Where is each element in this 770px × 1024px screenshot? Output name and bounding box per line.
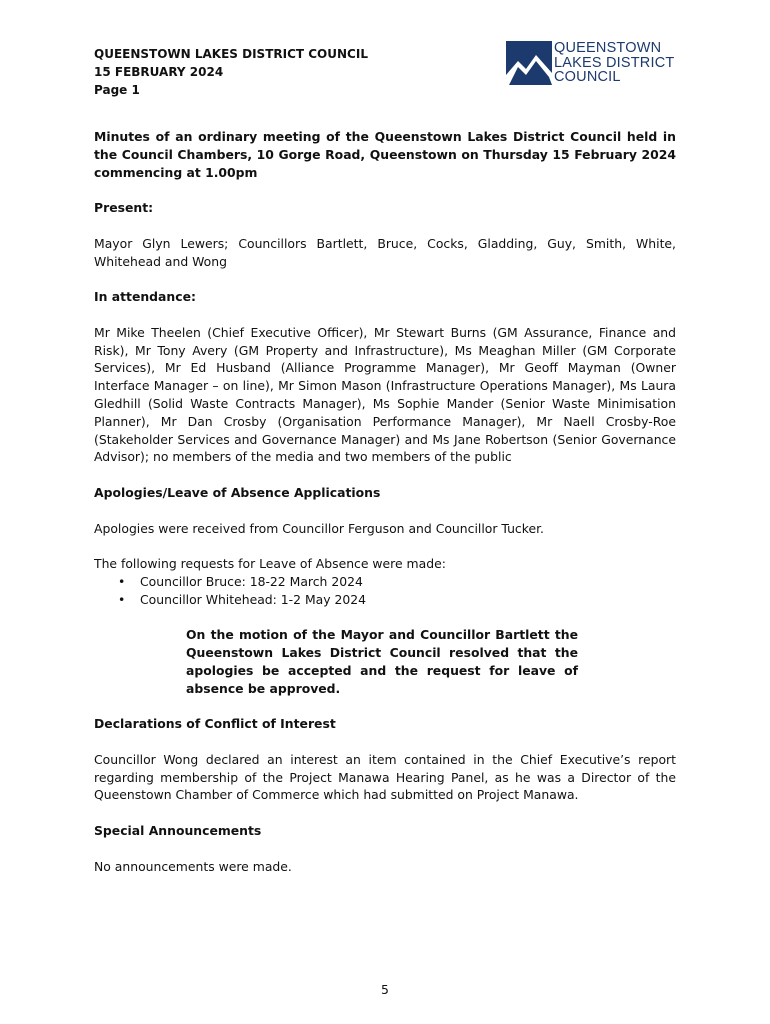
attendance-text: Mr Mike Theelen (Chief Executive Officer), Mr Stewart Burns (GM Assurance, Finance and Risk), Mr Tony Avery (GM Property and Infrastructure), Ms Meaghan Miller (GM Corporate Services), Mr Ed Husband (Alliance Programme Manager), Mr Geoff Mayman (Owner Interface Manager – on line), Mr Simon Mason (Infrastructure Operations Manager), Ms Laura Gledhill (Solid Waste Contracts Manager), Ms Sophie Mander (Senior Waste Minimisation Planner), Mr Dan Crosby (Organisation Performance Manager), Mr Naell Crosby-Roe (Stakeholder Services and Governance Manager) and Ms Jane Robertson (Senior Governance Advisor); no members of the media and two members of the public: [94, 324, 676, 465]
minutes-body: [94, 128, 676, 893]
mountain-logo-icon: [506, 41, 552, 85]
logo-line-3: COUNCIL: [554, 69, 621, 85]
page-number: 5: [381, 982, 389, 997]
council-logo: [506, 41, 686, 87]
header-council-name: QUEENSTOWN LAKES DISTRICT COUNCIL: [94, 47, 368, 61]
apologies-heading: Apologies/Leave of Absence Applications: [94, 484, 381, 500]
conflict-heading: Declarations of Conflict of Interest: [94, 716, 336, 732]
apologies-text: Apologies were received from Councillor Ferguson and Councillor Tucker.: [94, 520, 544, 536]
list-item: • Councillor Whitehead: 1-2 May 2024: [140, 591, 676, 609]
minutes-title: Minutes of an ordinary meeting of the Queenstown Lakes District Council held in the Council Chambers, 10 Gorge Road, Queenstown on Thursday 15 February 2024 commencing at 1.00pm: [94, 129, 676, 180]
conflict-text: Councillor Wong declared an interest an item contained in the Chief Executive’s report regarding membership of the Project Manawa Hearing Panel, as he was a Director of the Queenstown Chamber of Commerce which had submitted on Project Manawa.: [94, 751, 676, 803]
resolution-text: On the motion of the Mayor and Councillor Bartlett the Queenstown Lakes District Council resolved that the apologies be accepted and the request for leave of absence be approved.: [186, 627, 578, 696]
present-heading: Present:: [94, 200, 154, 216]
leave-intro: The following requests for Leave of Absence were made:: [94, 556, 446, 572]
header-date: 15 FEBRUARY 2024: [94, 65, 224, 79]
present-text: Mayor Glyn Lewers; Councillors Bartlett, Bruce, Cocks, Gladding, Guy, Smith, White, Whitehead and Wong: [94, 235, 676, 269]
header-page: Page 1: [94, 83, 140, 97]
attendance-heading: In attendance:: [94, 289, 196, 305]
leave-list: [94, 573, 676, 609]
logo-line-2: LAKES DISTRICT: [554, 54, 675, 71]
logo-line-1: QUEENSTOWN: [554, 40, 662, 56]
announcements-heading: Special Announcements: [94, 823, 262, 839]
list-item: • Councillor Bruce: 18-22 March 2024: [140, 573, 676, 591]
logo-wordmark: [554, 41, 674, 85]
announcements-text: No announcements were made.: [94, 858, 292, 874]
page-header: [94, 45, 368, 99]
